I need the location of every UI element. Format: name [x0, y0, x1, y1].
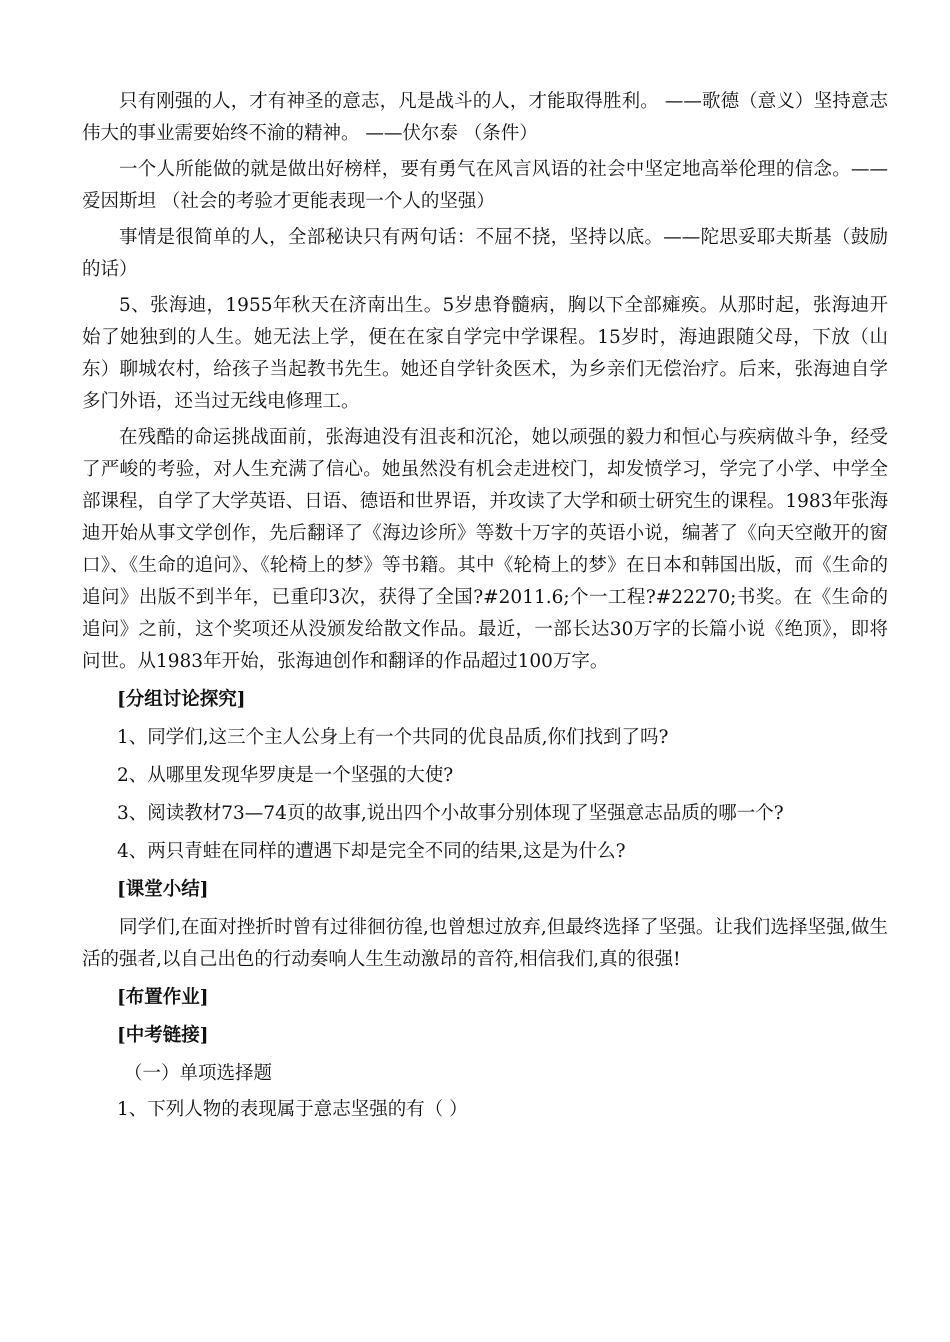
summary-text: 同学们,在面对挫折时曾有过徘徊彷徨,也曾想过放弃,但最终选择了坚强。让我们选择坚强,做生活的强者,以自己出色的行动奏响人生生动激昂的音符,相信我们,真的很强! [82, 917, 888, 970]
question-section-title: （一）单项选择题 [124, 1063, 273, 1084]
story-paragraph-1: 5、张海迪，1955年秋天在济南出生。5岁患脊髓病，胸以下全部瘫痪。从那时起，张海迪开始了她独到的人生。她无法上学，便在在家自学完中学课程。15岁时，海迪跟随父母，下放（山东）聊城农村，给孩子当起教书先生。她还自学针灸医术，为乡亲们无偿治疗。后来，张海迪自学多门外语，还当过无线电修理工。 [82, 295, 888, 412]
quote-goethe-voltaire: 只有刚强的人，才有神圣的意志，凡是战斗的人，才能取得胜利。 ——歌德（意义）坚持意志伟大的事业需要始终不渝的精神。 ——伏尔泰 （条件） [82, 91, 888, 144]
discussion-item: 4、两只青蛙在同样的遭遇下却是完全不同的结果,这是为什么? [117, 841, 626, 862]
exam-question: 1、下列人物的表现属于意志坚强的有（ ） [117, 1099, 468, 1120]
document-body [82, 86, 888, 1132]
summary-heading: [课堂小结] [117, 879, 209, 900]
discussion-item: 3、阅读教材73—74页的故事,说出四个小故事分别体现了坚强意志品质的哪一个? [117, 803, 784, 824]
homework-heading: [布置作业] [117, 987, 209, 1008]
discussion-item: 1、同学们,这三个主人公身上有一个共同的优良品质,你们找到了吗? [117, 727, 669, 748]
story-paragraph-2: 在残酷的命运挑战面前，张海迪没有沮丧和沉沦，她以顽强的毅力和恒心与疾病做斗争，经受了严峻的考验，对人生充满了信心。她虽然没有机会走进校门，却发愤学习，学完了小学、中学全部课程，自学了大学英语、日语、德语和世界语，并攻读了大学和硕士研究生的课程。1983年张海迪开始从事文学创作，先后翻译了《海边诊所》等数十万字的英语小说，编著了《向天空敞开的窗口》、《生命的追问》、《轮椅上的梦》等书籍。其中《轮椅上的梦》在日本和韩国出版，而《生命的追问》出版不到半年，已重印3次，获得了全国?#2011.6;个一工程?#22270;书奖。在《生命的追问》之前，这个奖项还从没颁发给散文作品。最近，一部长达30万字的长篇小说《绝顶》，即将问世。从1983年开始，张海迪创作和翻译的作品超过100万字。 [82, 427, 888, 672]
quote-einstein: 一个人所能做的就是做出好榜样，要有勇气在风言风语的社会中坚定地高举伦理的信念。——爱因斯坦 （社会的考验才更能表现一个人的坚强） [82, 159, 888, 212]
discussion-heading: [分组讨论探究] [117, 689, 246, 710]
discussion-item: 2、从哪里发现华罗庚是一个坚强的大使? [117, 765, 454, 786]
quote-dostoevsky: 事情是很简单的人，全部秘诀只有两句话：不屈不挠，坚持以底。——陀思妥耶夫斯基（鼓励的话） [82, 227, 888, 280]
exam-link-heading: [中考链接] [117, 1025, 209, 1046]
